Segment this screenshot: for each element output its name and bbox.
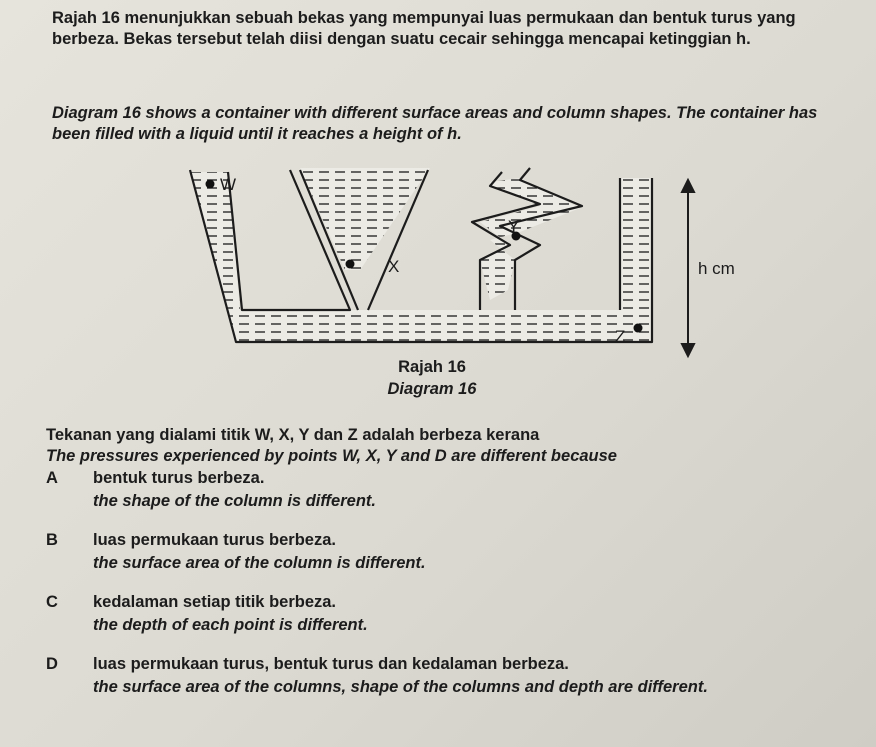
height-arrow	[682, 180, 694, 356]
question-malay: Tekanan yang dialami titik W, X, Y dan Z adalah berbeza kerana	[46, 426, 540, 444]
option-english: the surface area of the columns, shape of the columns and depth are different.	[93, 678, 708, 696]
point-w	[206, 180, 215, 189]
option-malay: bentuk turus berbeza.	[93, 469, 265, 487]
option-english: the depth of each point is different.	[93, 616, 368, 634]
liquid-fill	[190, 168, 652, 342]
point-x	[346, 260, 355, 269]
question-english: The pressures experienced by points W, X, Y and D are different because	[46, 447, 617, 465]
option-letter: B	[46, 531, 58, 549]
option-b[interactable]	[46, 531, 866, 589]
answer-options	[46, 469, 866, 717]
option-english: the surface area of the column is different.	[93, 554, 426, 572]
diagram-caption-malay: Rajah 16	[398, 358, 466, 376]
intro-english-text: Diagram 16 shows a container with different surface areas and column shapes. The container has been filled with a liquid until it reaches a height of h.	[52, 104, 818, 143]
option-malay: luas permukaan turus, bentuk turus dan kedalaman berbeza.	[93, 655, 569, 673]
intro-malay-text: Rajah 16 menunjukkan sebuah bekas yang mempunyai luas permukaan dan bentuk turus yang berbeza. Bekas tersebut telah diisi dengan suatu cecair sehingga mencapai ketinggian h.	[52, 9, 796, 48]
question-stem	[46, 425, 846, 467]
option-english: the shape of the column is different.	[93, 492, 376, 510]
option-malay: kedalaman setiap titik berbeza.	[93, 593, 337, 611]
container-diagram	[190, 160, 735, 360]
option-a[interactable]	[46, 469, 866, 527]
option-letter: A	[46, 469, 58, 487]
option-malay: luas permukaan turus berbeza.	[93, 531, 336, 549]
label-z: Z	[615, 327, 626, 346]
option-letter: C	[46, 593, 58, 611]
intro-paragraph	[52, 8, 852, 50]
point-z	[634, 324, 643, 333]
intro-paragraph-english	[52, 103, 852, 145]
option-letter: D	[46, 655, 58, 673]
diagram-caption-english: Diagram 16	[387, 380, 477, 398]
label-w: W	[220, 175, 237, 194]
label-x: X	[388, 257, 400, 276]
label-height: h cm	[698, 259, 735, 278]
option-d[interactable]	[46, 655, 866, 713]
label-y: Y	[508, 217, 520, 236]
option-c[interactable]	[46, 593, 866, 651]
